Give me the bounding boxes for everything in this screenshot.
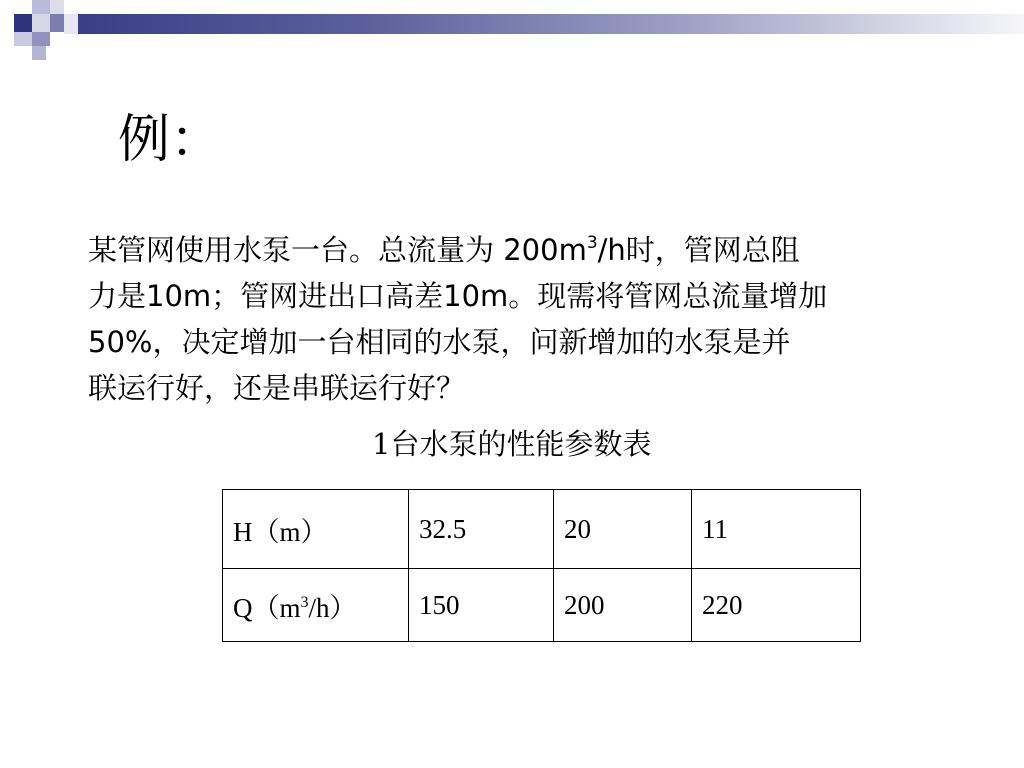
deco-square-light [32,46,46,60]
table-cell: 220 [692,569,861,642]
problem-text [88,227,948,411]
slide-title: 例： [118,110,223,170]
deco-square-dark [50,14,64,32]
problem-line-2: 力是10m；管网进出口高差10m。现需将管网总流量增加 [88,279,828,313]
superscript: 3 [586,233,598,253]
problem-line-4: 联运行好，还是串联运行好？ [88,371,466,405]
deco-square-dark [14,14,32,32]
deco-square-light [32,0,50,14]
problem-line-1-prefix: 某管网使用水泵一台。总流量为 200m [88,233,587,267]
table-caption: 1台水泵的性能参数表 [372,427,652,461]
row-label-flow [223,569,409,642]
problem-line-1-suffix: /h时，管网总阻 [597,233,800,267]
problem-line-3: 50%，决定增加一台相同的水泵，问新增加的水泵是并 [88,325,791,359]
superscript: 3 [300,593,309,611]
row-label-flow-prefix: Q（m [233,592,301,623]
table-cell: 150 [409,569,554,642]
table-cell: 32.5 [409,490,554,569]
pump-performance-table [222,489,861,642]
row-label-head: H（m） [223,490,409,569]
table-cell: 11 [692,490,861,569]
header-gradient-bar [78,14,1024,34]
header-decoration [0,0,1024,70]
deco-square-light [50,0,64,14]
deco-square-dark [32,32,50,46]
table-cell: 200 [554,569,692,642]
table-row-head [223,490,861,569]
deco-square-light [14,32,32,46]
deco-square-light [64,14,78,34]
table-cell: 20 [554,490,692,569]
deco-square-light [32,14,50,32]
row-label-flow-suffix: /h） [308,592,357,623]
problem-line-1 [88,227,948,273]
table-row-flow [223,569,861,642]
